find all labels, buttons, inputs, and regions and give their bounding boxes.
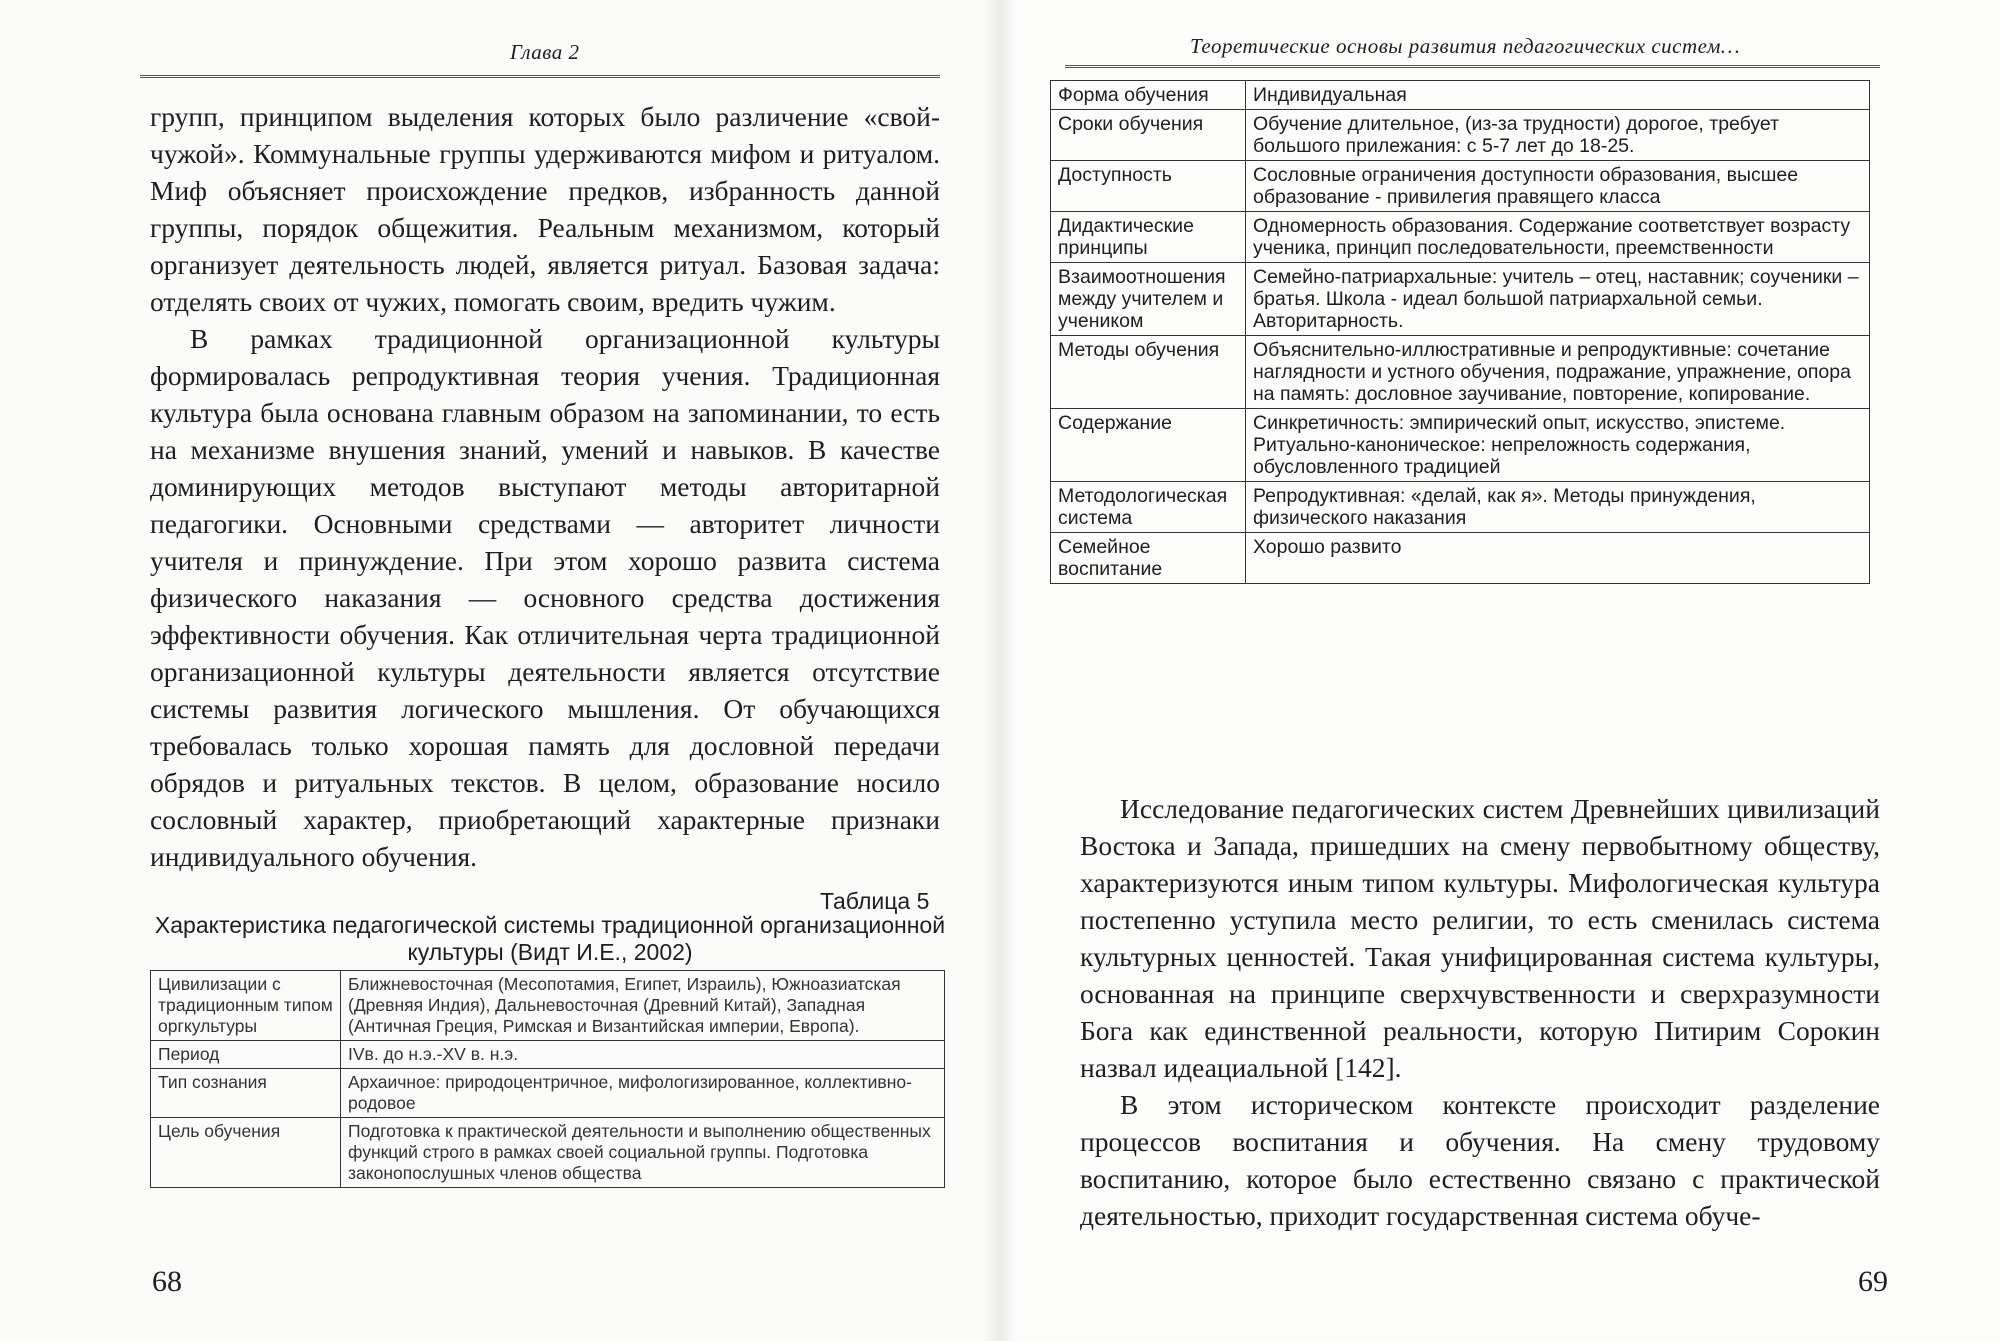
table-number: Таблица 5 xyxy=(820,888,930,914)
table-value-line: Синкретичность: эмпирический опыт, искусство, эпистеме. xyxy=(1253,412,1786,434)
table-value-cell: Сословные ограничения доступности образования, высшее образование - привилегия правящего класса xyxy=(1246,161,1870,212)
table-key-cell: Доступность xyxy=(1051,161,1246,212)
table-value-cell: Архаичное: природоцентричное, мифологизированное, коллективно-родовое xyxy=(341,1069,945,1118)
table-value-cell: Индивидуальная xyxy=(1246,81,1870,110)
running-head: Теоретические основы развития педагогических систем… xyxy=(1190,34,1741,58)
table-title: Характеристика педагогической системы традиционной организационной культуры (Видт И.Е., 2002) xyxy=(154,912,946,965)
table-key-cell: Методы обучения xyxy=(1051,336,1246,409)
table-row xyxy=(1051,110,1870,161)
table-value-cell: Обучение длительное, (из-за трудности) дорогое, требует большого прилежания: с 5-7 лет до 18-25. xyxy=(1246,110,1870,161)
page-number: 69 xyxy=(1858,1265,1888,1298)
running-head: Глава 2 xyxy=(510,40,580,64)
table-row xyxy=(1051,161,1870,212)
body-text xyxy=(1080,790,1880,1234)
table-key-cell: Тип сознания xyxy=(151,1069,341,1118)
table-value-cell: Объяснительно-иллюстративные и репродуктивные: сочетание наглядности и устного обучения, подражание, упражнение, опора на память: дословное заучивание, повторение, копирование. xyxy=(1246,336,1870,409)
table-value-cell: Одномерность образования. Содержание соответствует возрасту ученика, принцип последовательности, преемственности xyxy=(1246,212,1870,263)
table-key-cell: Семейное воспитание xyxy=(1051,533,1246,584)
table-row xyxy=(151,1041,945,1069)
table-row xyxy=(1051,336,1870,409)
paragraph: Исследование педагогических систем Древнейших цивилизаций Востока и Запада, пришедших на смену первобытному обществу, характеризуются иным типом культуры. Мифологическая культура постепенно уступила место религии, то есть сменилась система культурных ценностей. Такая унифицированная система культуры, основанная на принципе сверхчувственности и сверхразумности Бога как единственной реальности, которую Питирим Сорокин назвал идеациальной [142]. xyxy=(1080,793,1880,1083)
right-page xyxy=(1000,0,2000,1341)
book-gutter xyxy=(985,0,1015,1341)
table-value-cell: IVв. до н.э.-XV в. н.э. xyxy=(341,1041,945,1069)
table-row xyxy=(1051,81,1870,110)
table-row xyxy=(1051,212,1870,263)
table-key-cell: Период xyxy=(151,1041,341,1069)
table-value-cell xyxy=(1246,409,1870,482)
table-key-cell: Методологическая система xyxy=(1051,482,1246,533)
table-key-cell: Сроки обучения xyxy=(1051,110,1246,161)
table-row xyxy=(1051,263,1870,336)
table-key-cell: Содержание xyxy=(1051,409,1246,482)
table-row xyxy=(1051,533,1870,584)
table-row xyxy=(1051,409,1870,482)
table-value-line: Ритуально-каноническое: непреложность содержания, обусловленного традицией xyxy=(1253,434,1751,478)
body-text xyxy=(150,98,940,875)
table-key-cell: Цивилизации с традиционным типом оргкультуры xyxy=(151,971,341,1041)
table-value-cell: Репродуктивная: «делай, как я». Методы принуждения, физического наказания xyxy=(1246,482,1870,533)
table-row xyxy=(1051,482,1870,533)
page-number: 68 xyxy=(152,1265,182,1298)
table-row xyxy=(151,1118,945,1188)
table-value-cell: Хорошо развито xyxy=(1246,533,1870,584)
table-key-cell: Дидактические принципы xyxy=(1051,212,1246,263)
table-value-cell: Ближневосточная (Месопотамия, Египет, Израиль), Южноазиатская (Древняя Индия), Дальневосточная (Древний Китай), Западная (Античная Греция, Римская и Византийская империи, Европа). xyxy=(341,971,945,1041)
paragraph: В рамках традиционной организационной культуры формировалась репродуктивная теория учения. Традиционная культура была основана главным образом на запоминании, то есть на механизме внушения знаний, умений и навыков. В качестве доминирующих методов выступают методы авторитарной педагогики. Основными средствами — авторитет личности учителя и принуждение. При этом хорошо развита система физического наказания — основного средства достижения эффективности обучения. Как отличительная черта традиционной организационной культуры деятельности является отсутствие системы развития логического мышления. От обучающихся требовалась только хорошая память для дословной передачи обрядов и ритуальных текстов. В целом, образование носило сословный характер, приобретающий характерные признаки индивидуального обучения. xyxy=(150,323,940,872)
table-value-cell: Подготовка к практической деятельности и выполнению общественных функций строго в рамках своей социальной группы. Подготовка законопослушных членов общества xyxy=(341,1118,945,1188)
header-rule xyxy=(140,75,940,81)
table-key-cell: Взаимоотношения между учителем и учеником xyxy=(1051,263,1246,336)
paragraph: групп, принципом выделения которых было различение «свой-чужой». Коммунальные группы удерживаются мифом и ритуалом. Миф объясняет происхождение предков, избранность данной группы, порядок общежития. Реальным механизмом, который организует деятельность людей, является ритуал. Базовая задача: отделять своих от чужих, помогать своим, вредить чужим. xyxy=(150,101,940,317)
table-key-cell: Цель обучения xyxy=(151,1118,341,1188)
table-row xyxy=(151,1069,945,1118)
table-row xyxy=(151,971,945,1041)
paragraph: В этом историческом контексте происходит разделение процессов воспитания и обучения. На смену трудовому воспитанию, которое было естественно связано с практической деятельностью, приходит государственная система обуче- xyxy=(1080,1089,1880,1231)
table-key-cell: Форма обучения xyxy=(1051,81,1246,110)
table-value-cell: Семейно-патриархальные: учитель – отец, наставник; соученики – братья. Школа - идеал большой патриархальной семьи. Авторитарность. xyxy=(1246,263,1870,336)
characteristics-table-continued xyxy=(1050,80,1870,584)
characteristics-table xyxy=(150,970,945,1188)
header-rule xyxy=(1065,65,1880,71)
